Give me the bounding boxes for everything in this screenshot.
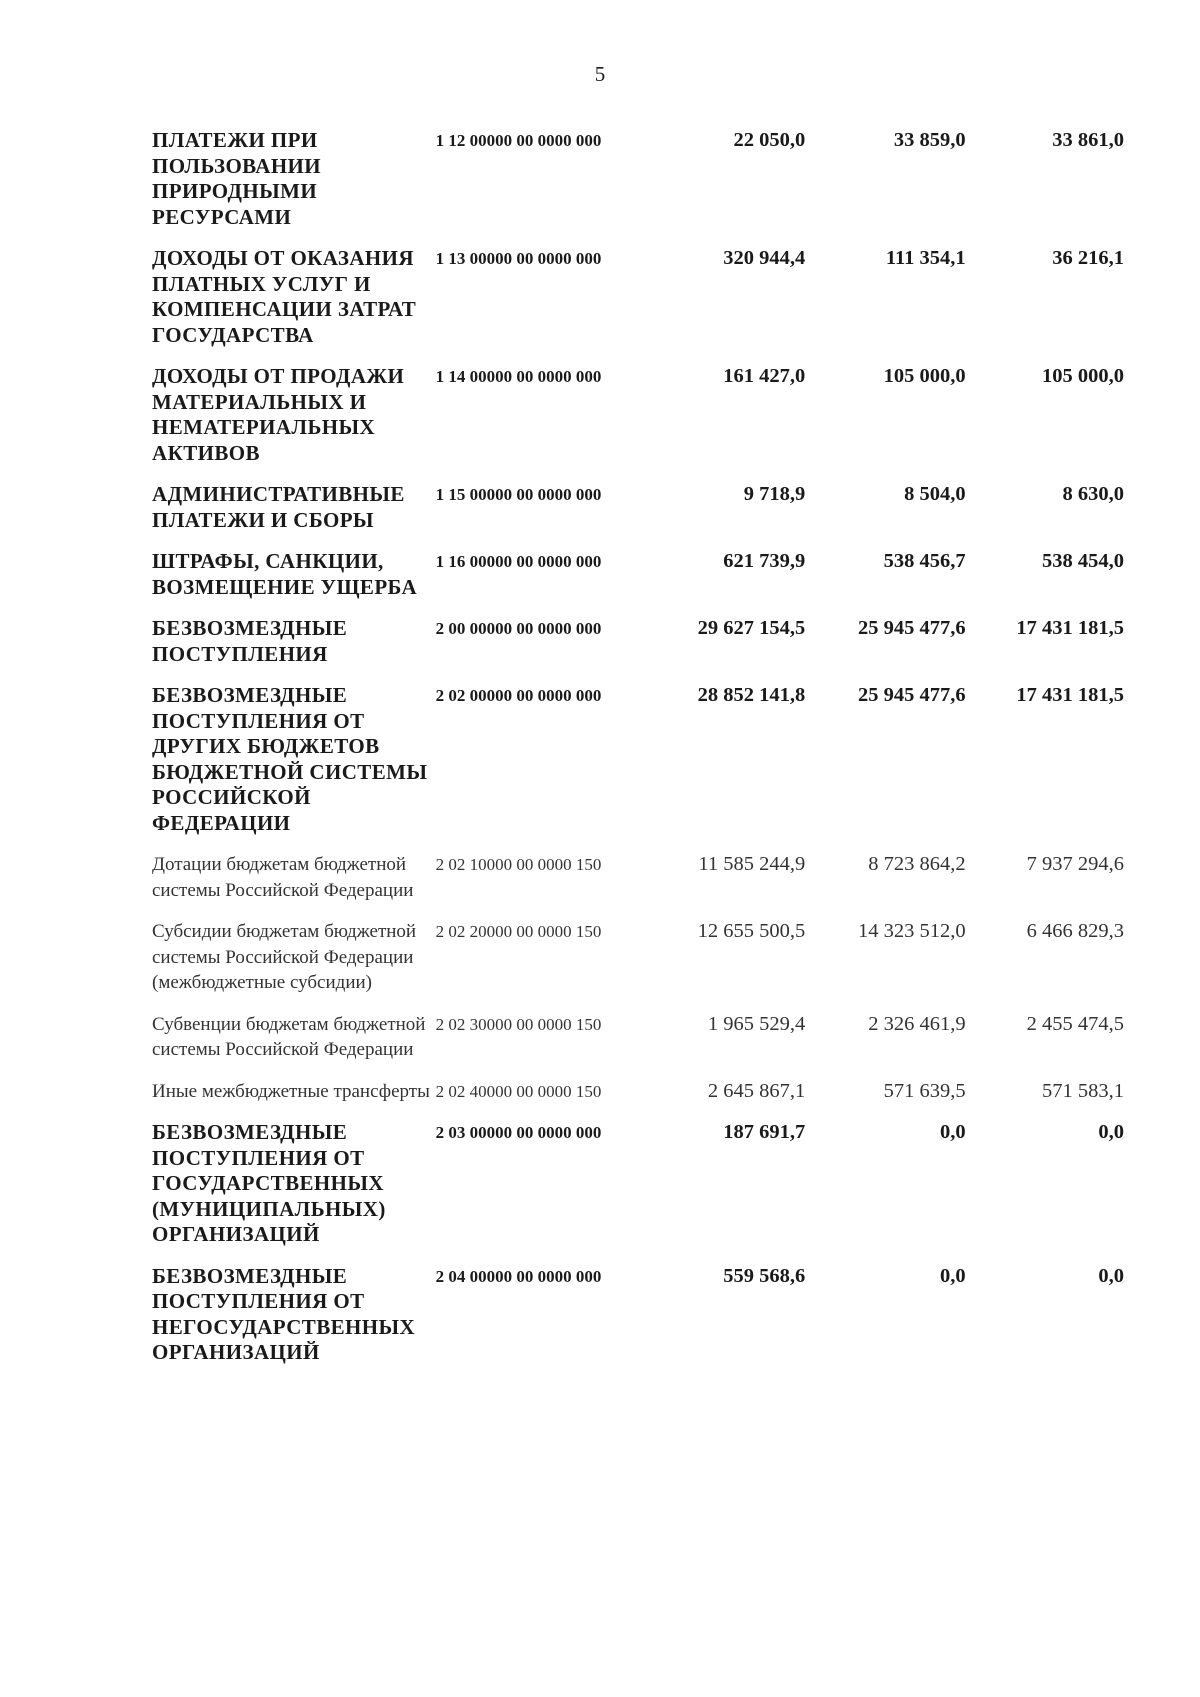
row-name: БЕЗВОЗМЕЗДНЫЕ ПОСТУПЛЕНИЯ bbox=[152, 616, 348, 666]
row-value-2: 0,0 bbox=[939, 1121, 966, 1143]
table-row bbox=[152, 919, 1124, 996]
row-name: ШТРАФЫ, САНКЦИИ, ВОЗМЕЩЕНИЕ УЩЕРБА bbox=[152, 549, 418, 599]
row-name: ПЛАТЕЖИ ПРИ ПОЛЬЗОВАНИИ ПРИРОДНЫМИ РЕСУРСАМИ bbox=[152, 128, 322, 229]
table-row bbox=[152, 616, 1124, 667]
row-code: 2 02 00000 00 0000 000 bbox=[435, 686, 602, 705]
row-value-3: 36 216,1 bbox=[1052, 247, 1124, 269]
row-code: 2 03 00000 00 0000 000 bbox=[435, 1123, 602, 1142]
row-value-3: 7 937 294,6 bbox=[1026, 853, 1124, 875]
row-value-1: 187 691,7 bbox=[723, 1121, 806, 1143]
row-value-2: 538 456,7 bbox=[883, 550, 966, 572]
row-value-1: 621 739,9 bbox=[723, 550, 806, 572]
row-value-3: 0,0 bbox=[1098, 1121, 1124, 1143]
table-row bbox=[152, 364, 1124, 466]
row-name: Субсидии бюджетам бюджетной системы Российской Федерации (межбюджетные субсидии) bbox=[152, 921, 417, 993]
row-value-2: 0,0 bbox=[939, 1264, 966, 1287]
row-code: 2 02 30000 00 0000 150 bbox=[435, 1014, 602, 1034]
row-value-3: 571 583,1 bbox=[1042, 1079, 1124, 1102]
row-value-3: 538 454,0 bbox=[1042, 550, 1124, 572]
table-row bbox=[152, 1264, 1124, 1366]
table-row bbox=[152, 1012, 1124, 1063]
table-row bbox=[152, 1079, 1124, 1105]
table-row bbox=[152, 852, 1124, 903]
row-value-1: 320 944,4 bbox=[723, 247, 806, 269]
row-value-2: 25 945 477,6 bbox=[857, 617, 966, 639]
row-value-1: 11 585 244,9 bbox=[698, 853, 806, 875]
row-name: ДОХОДЫ ОТ ОКАЗАНИЯ ПЛАТНЫХ УСЛУГ И КОМПЕНСАЦИИ ЗАТРАТ ГОСУДАРСТВА bbox=[152, 246, 417, 347]
row-code: 1 16 00000 00 0000 000 bbox=[435, 552, 602, 571]
table-row bbox=[152, 549, 1124, 600]
row-value-3: 8 630,0 bbox=[1062, 483, 1124, 505]
row-value-3: 105 000,0 bbox=[1042, 365, 1124, 387]
row-name: Дотации бюджетам бюджетной системы Российской Федерации bbox=[152, 854, 414, 901]
row-value-3: 33 861,0 bbox=[1052, 129, 1124, 151]
row-value-1: 559 568,6 bbox=[723, 1264, 806, 1287]
row-name: Субвенции бюджетам бюджетной системы Российской Федерации bbox=[152, 1013, 426, 1060]
row-code: 1 14 00000 00 0000 000 bbox=[435, 367, 602, 386]
row-code: 2 02 40000 00 0000 150 bbox=[435, 1081, 602, 1101]
row-value-1: 28 852 141,8 bbox=[697, 684, 806, 706]
row-value-2: 8 504,0 bbox=[904, 483, 966, 505]
row-value-1: 12 655 500,5 bbox=[697, 920, 806, 942]
row-value-1: 1 965 529,4 bbox=[707, 1012, 806, 1035]
table-row bbox=[152, 246, 1124, 348]
row-name: Иные межбюджетные трансферты bbox=[152, 1080, 430, 1102]
row-code: 1 13 00000 00 0000 000 bbox=[435, 249, 602, 268]
row-value-2: 25 945 477,6 bbox=[857, 684, 966, 706]
row-value-1: 9 718,9 bbox=[743, 483, 806, 505]
table-row bbox=[152, 128, 1124, 230]
row-code: 2 00 00000 00 0000 000 bbox=[435, 619, 602, 638]
row-value-3: 2 455 474,5 bbox=[1026, 1012, 1124, 1035]
page-number: 5 bbox=[594, 62, 606, 86]
table-row bbox=[152, 683, 1124, 836]
row-value-2: 571 639,5 bbox=[883, 1079, 966, 1102]
row-name: БЕЗВОЗМЕЗДНЫЕ ПОСТУПЛЕНИЯ ОТ НЕГОСУДАРСТВЕННЫХ ОРГАНИЗАЦИЙ bbox=[152, 1263, 416, 1364]
row-value-1: 22 050,0 bbox=[733, 129, 806, 151]
row-value-3: 0,0 bbox=[1098, 1264, 1124, 1287]
row-code: 1 15 00000 00 0000 000 bbox=[435, 485, 602, 504]
row-value-2: 105 000,0 bbox=[883, 365, 966, 387]
table-row bbox=[152, 1120, 1124, 1248]
row-code: 1 12 00000 00 0000 000 bbox=[435, 131, 602, 150]
row-value-3: 17 431 181,5 bbox=[1016, 617, 1124, 639]
row-name: АДМИНИСТРАТИВНЫЕ ПЛАТЕЖИ И СБОРЫ bbox=[152, 482, 405, 532]
row-value-1: 161 427,0 bbox=[723, 365, 806, 387]
row-value-3: 6 466 829,3 bbox=[1026, 920, 1124, 942]
budget-table bbox=[152, 128, 1124, 1382]
row-value-1: 2 645 867,1 bbox=[707, 1079, 806, 1102]
row-value-1: 29 627 154,5 bbox=[697, 617, 806, 639]
row-value-2: 111 354,1 bbox=[885, 247, 966, 269]
row-name: БЕЗВОЗМЕЗДНЫЕ ПОСТУПЛЕНИЯ ОТ ДРУГИХ БЮДЖЕТОВ БЮДЖЕТНОЙ СИСТЕМЫ РОССИЙСКОЙ ФЕДЕРАЦИИ bbox=[152, 683, 428, 835]
row-code: 2 04 00000 00 0000 000 bbox=[435, 1266, 602, 1286]
row-value-3: 17 431 181,5 bbox=[1016, 684, 1124, 706]
row-value-2: 14 323 512,0 bbox=[857, 920, 966, 942]
row-code: 2 02 10000 00 0000 150 bbox=[435, 855, 602, 874]
row-code: 2 02 20000 00 0000 150 bbox=[435, 922, 602, 941]
row-name: ДОХОДЫ ОТ ПРОДАЖИ МАТЕРИАЛЬНЫХ И НЕМАТЕРИАЛЬНЫХ АКТИВОВ bbox=[152, 364, 405, 465]
row-value-2: 8 723 864,2 bbox=[868, 853, 966, 875]
row-value-2: 33 859,0 bbox=[893, 129, 966, 151]
row-name: БЕЗВОЗМЕЗДНЫЕ ПОСТУПЛЕНИЯ ОТ ГОСУДАРСТВЕННЫХ (МУНИЦИПАЛЬНЫХ) ОРГАНИЗАЦИЙ bbox=[152, 1120, 386, 1246]
table-row bbox=[152, 482, 1124, 533]
row-value-2: 2 326 461,9 bbox=[868, 1012, 966, 1035]
